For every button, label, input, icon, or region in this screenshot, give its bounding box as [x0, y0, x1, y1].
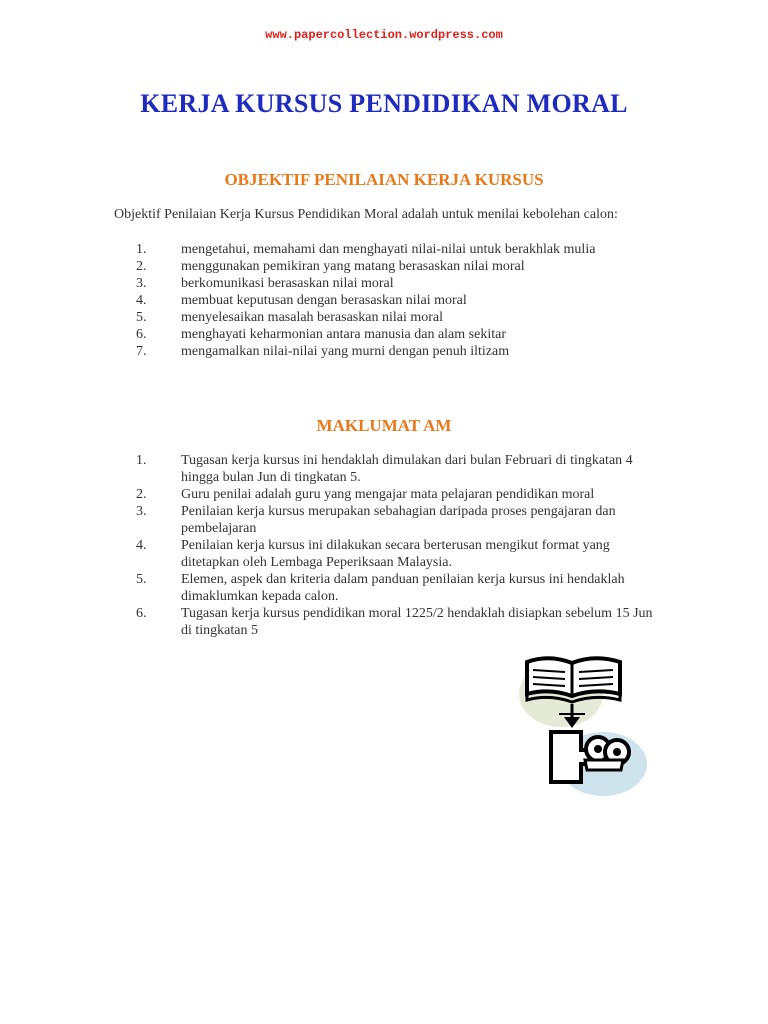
list-text: mengamalkan nilai-nilai yang murni dengan penuh iltizam — [181, 344, 510, 359]
list-number: 5. — [136, 310, 147, 325]
list-number: 4. — [136, 538, 147, 553]
list-number: 2. — [136, 259, 147, 274]
list-number: 3. — [136, 504, 147, 519]
list-item — [0, 275, 653, 292]
list-text: membuat keputusan dengan berasaskan nilai moral — [181, 293, 467, 308]
list-text: Tugasan kerja kursus pendidikan moral 1225/2 hendaklah disiapkan sebelum 15 Jun di tingkatan 5 — [181, 606, 653, 638]
list-text: Elemen, aspek dan kriteria dalam panduan penilaian kerja kursus ini hendaklah dimaklumkan kepada calon. — [181, 572, 625, 604]
section-intro: Objektif Penilaian Kerja Kursus Pendidikan Moral adalah untuk menilai kebolehan calon: — [114, 207, 618, 222]
list-text: Penilaian kerja kursus ini dilakukan secara berterusan mengikut format yang ditetapkan oleh Lembaga Peperiksaan Malaysia. — [181, 538, 610, 570]
list-number: 6. — [136, 327, 147, 342]
list-text: Guru penilai adalah guru yang mengajar mata pelajaran pendidikan moral — [181, 487, 595, 502]
section-heading-objektif: OBJEKTIF PENILAIAN KERJA KURSUS — [224, 170, 544, 189]
list-text: Penilaian kerja kursus merupakan sebahagian daripada proses pengajaran dan pembelajaran — [181, 504, 616, 536]
list-item — [0, 503, 653, 537]
objektif-list — [0, 241, 653, 360]
list-text: mengetahui, memahami dan menghayati nilai-nilai untuk berakhlak mulia — [181, 242, 596, 257]
list-number: 1. — [136, 453, 147, 468]
list-item — [0, 537, 653, 571]
list-item — [0, 452, 653, 486]
list-item — [0, 486, 653, 503]
list-number: 2. — [136, 487, 147, 502]
list-number: 5. — [136, 572, 147, 587]
list-text: Tugasan kerja kursus ini hendaklah dimulakan dari bulan Februari di tingkatan 4 hingga bulan Jun di tingkatan 5. — [181, 453, 633, 485]
list-item — [0, 571, 653, 605]
list-number: 1. — [136, 242, 147, 257]
list-item — [0, 309, 653, 326]
page-title: KERJA KURSUS PENDIDIKAN MORAL — [140, 89, 628, 118]
list-item — [0, 258, 653, 275]
list-number: 4. — [136, 293, 147, 308]
list-text: menggunakan pemikiran yang matang berasaskan nilai moral — [181, 259, 525, 274]
list-text: menyelesaikan masalah berasaskan nilai moral — [181, 310, 444, 325]
book-and-projector-icon — [515, 654, 650, 799]
list-item — [0, 241, 653, 258]
list-item — [0, 326, 653, 343]
list-number: 7. — [136, 344, 147, 359]
list-text: berkomunikasi berasaskan nilai moral — [181, 276, 394, 291]
list-item — [0, 343, 653, 360]
list-text: menghayati keharmonian antara manusia dan alam sekitar — [181, 327, 506, 342]
list-item — [0, 292, 653, 309]
maklumat-list — [0, 452, 653, 639]
list-number: 6. — [136, 606, 147, 621]
list-item — [0, 605, 653, 639]
header-url: www.papercollection.wordpress.com — [265, 28, 503, 42]
list-number: 3. — [136, 276, 147, 291]
section-heading-maklumat: MAKLUMAT AM — [316, 416, 452, 435]
